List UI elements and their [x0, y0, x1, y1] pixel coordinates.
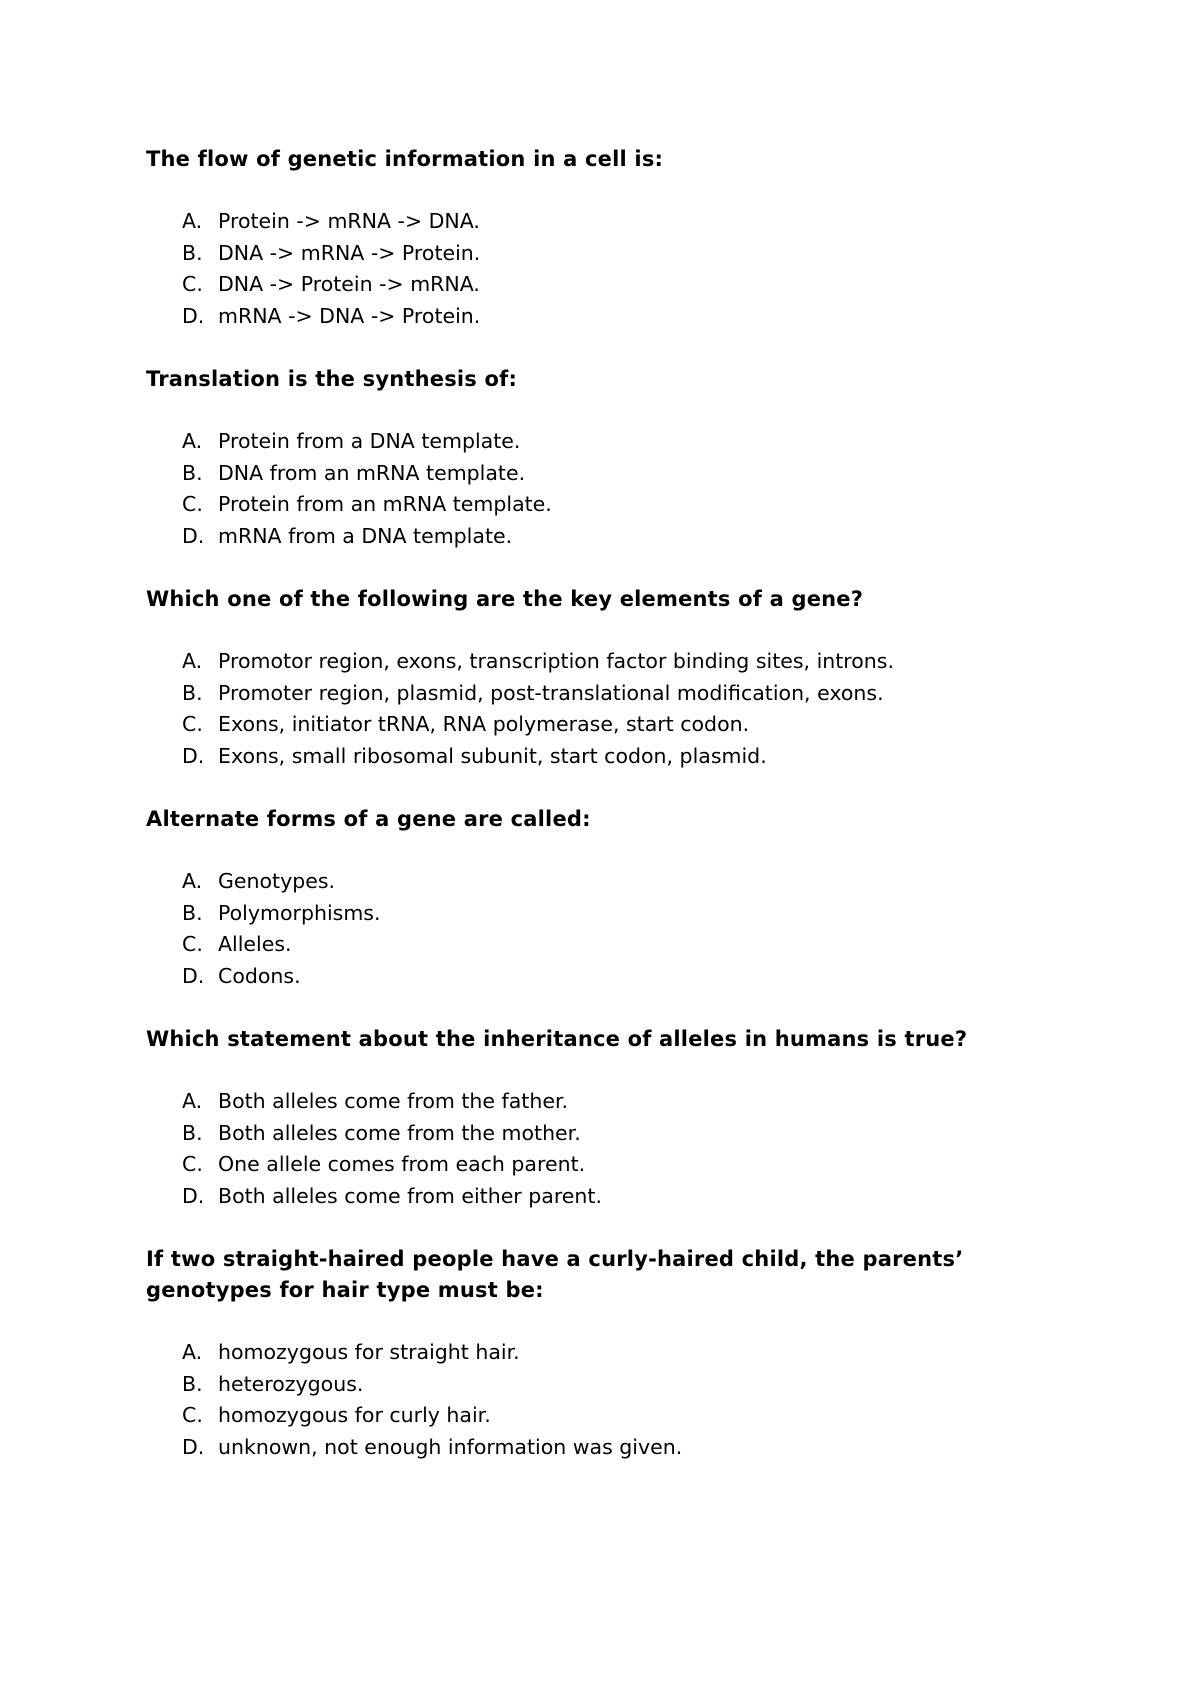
option-d: [146, 521, 1046, 553]
option-d: [146, 1181, 1046, 1213]
option-letter: C.: [182, 272, 203, 296]
option-d: [146, 961, 1046, 993]
option-letter: C.: [182, 932, 203, 956]
option-a: [146, 866, 1046, 898]
option-text: Promoter region, plasmid, post-translational modification, exons.: [218, 680, 884, 705]
option-text: Polymorphisms.: [218, 900, 381, 925]
option-b: [146, 898, 1046, 930]
option-text: DNA from an mRNA template.: [218, 460, 526, 485]
option-letter: B.: [182, 900, 203, 925]
option-d: [146, 1432, 1046, 1464]
options-list: [146, 646, 1046, 772]
question-4: [146, 804, 1046, 992]
option-letter: D.: [182, 1183, 205, 1208]
question-6: [146, 1244, 1046, 1463]
options-list: [146, 1086, 1046, 1212]
option-text: Exons, initiator tRNA, RNA polymerase, start codon.: [218, 712, 750, 736]
option-letter: D.: [182, 303, 205, 328]
option-b: [146, 1118, 1046, 1150]
option-letter: B.: [182, 1371, 203, 1396]
question-text: Translation is the synthesis of:: [146, 367, 518, 391]
question-text: Alternate forms of a gene are called:: [146, 807, 591, 831]
option-letter: D.: [182, 743, 205, 768]
option-a: [146, 646, 1046, 678]
option-letter: D.: [182, 1434, 205, 1459]
option-letter: C.: [182, 492, 203, 516]
option-b: [146, 238, 1046, 270]
question-3: [146, 584, 1046, 772]
option-text: Exons, small ribosomal subunit, start codon, plasmid.: [218, 743, 767, 768]
options-list: [146, 426, 1046, 552]
option-text: One allele comes from each parent.: [218, 1152, 586, 1176]
question-1: [146, 144, 1046, 332]
option-text: homozygous for curly hair.: [218, 1403, 491, 1427]
option-text: Both alleles come from either parent.: [218, 1183, 602, 1208]
option-c: [146, 709, 1046, 741]
document-page: [146, 144, 1046, 1495]
option-text: homozygous for straight hair.: [218, 1340, 520, 1364]
question-2: [146, 364, 1046, 552]
option-text: Both alleles come from the father.: [218, 1089, 569, 1113]
option-text: Protein -> mRNA -> DNA.: [218, 209, 480, 233]
option-letter: D.: [182, 963, 205, 988]
option-text: Codons.: [218, 963, 301, 988]
option-letter: A.: [182, 869, 203, 893]
option-text: Genotypes.: [218, 869, 336, 893]
option-text: unknown, not enough information was given.: [218, 1434, 683, 1459]
option-letter: C.: [182, 712, 203, 736]
option-letter: B.: [182, 1120, 203, 1145]
option-c: [146, 1149, 1046, 1181]
option-a: [146, 1337, 1046, 1369]
option-d: [146, 301, 1046, 333]
option-text: DNA -> mRNA -> Protein.: [218, 240, 481, 265]
option-letter: A.: [182, 1089, 203, 1113]
option-letter: A.: [182, 209, 203, 233]
option-letter: C.: [182, 1403, 203, 1427]
options-list: [146, 1337, 1046, 1463]
option-letter: D.: [182, 523, 205, 548]
question-text: Which one of the following are the key elements of a gene?: [146, 587, 864, 611]
option-letter: A.: [182, 1340, 203, 1364]
option-text: mRNA -> DNA -> Protein.: [218, 303, 481, 328]
option-a: [146, 206, 1046, 238]
option-d: [146, 741, 1046, 773]
option-b: [146, 1369, 1046, 1401]
option-b: [146, 678, 1046, 710]
option-text: Both alleles come from the mother.: [218, 1120, 581, 1145]
option-c: [146, 489, 1046, 521]
option-text: Alleles.: [218, 932, 292, 956]
option-text: mRNA from a DNA template.: [218, 523, 513, 548]
options-list: [146, 206, 1046, 332]
option-letter: A.: [182, 649, 203, 673]
option-text: Promotor region, exons, transcription factor binding sites, introns.: [218, 649, 894, 673]
option-text: Protein from an mRNA template.: [218, 492, 552, 516]
option-letter: C.: [182, 1152, 203, 1176]
option-a: [146, 1086, 1046, 1118]
option-letter: B.: [182, 460, 203, 485]
option-text: Protein from a DNA template.: [218, 429, 521, 453]
option-a: [146, 426, 1046, 458]
option-c: [146, 929, 1046, 961]
option-text: heterozygous.: [218, 1371, 364, 1396]
option-c: [146, 1400, 1046, 1432]
question-text: Which statement about the inheritance of alleles in humans is true?: [146, 1027, 968, 1051]
option-letter: B.: [182, 680, 203, 705]
options-list: [146, 866, 1046, 992]
option-b: [146, 458, 1046, 490]
option-letter: B.: [182, 240, 203, 265]
question-text: The flow of genetic information in a cell is:: [146, 147, 664, 171]
question-text: If two straight-haired people have a curly-haired child, the parents’ genotypes for hair type must be:: [146, 1247, 964, 1302]
option-letter: A.: [182, 429, 203, 453]
option-c: [146, 269, 1046, 301]
option-text: DNA -> Protein -> mRNA.: [218, 272, 480, 296]
question-5: [146, 1024, 1046, 1212]
